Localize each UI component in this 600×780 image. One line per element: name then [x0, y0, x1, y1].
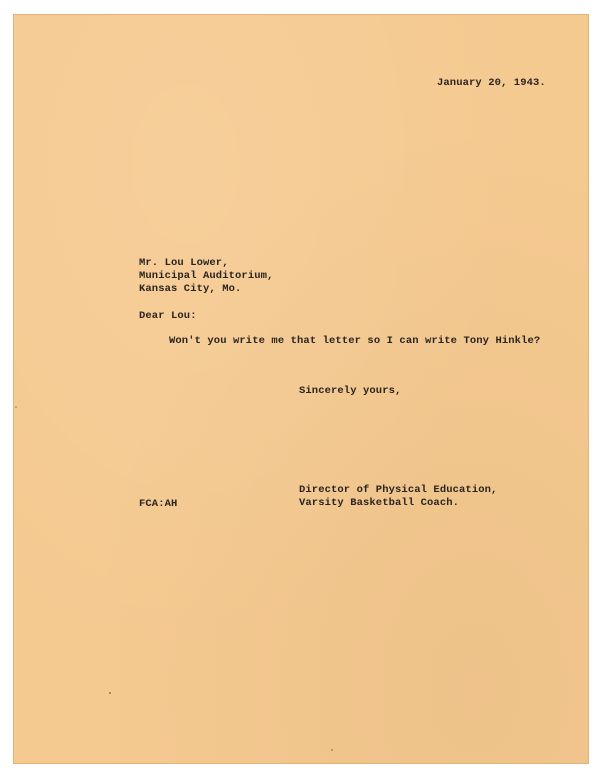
reference-initials: FCA:AH [139, 498, 178, 510]
letter-date: January 20, 1943. [437, 77, 546, 89]
paper-speck [109, 692, 111, 694]
paper-speck [15, 406, 17, 408]
letter-body: Won't you write me that letter so I can write Tony Hinkle? [169, 335, 541, 347]
signature-title-2: Varsity Basketball Coach. [299, 497, 460, 509]
letter-page [13, 14, 589, 764]
recipient-organization: Municipal Auditorium, [139, 270, 274, 282]
closing: Sincerely yours, [299, 385, 402, 397]
paper-speck [331, 749, 333, 751]
recipient-name: Mr. Lou Lower, [139, 257, 229, 269]
salutation: Dear Lou: [139, 310, 197, 322]
signature-title-1: Director of Physical Education, [299, 484, 498, 496]
recipient-location: Kansas City, Mo. [139, 283, 242, 295]
